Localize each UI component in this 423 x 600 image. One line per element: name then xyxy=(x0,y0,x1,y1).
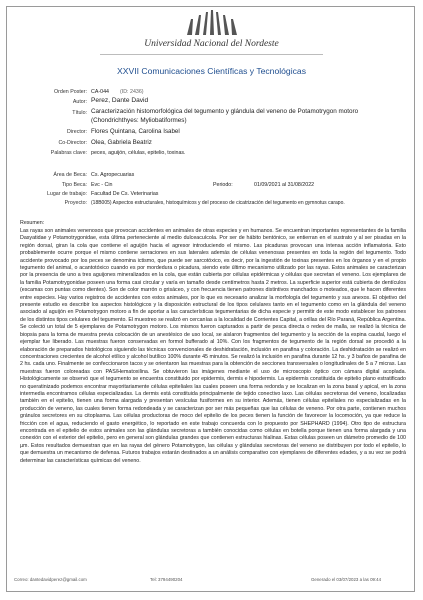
lugar-trabajo-value: Facultad De Cs. Veterinarias xyxy=(91,191,159,197)
footer-phone: Tel: 3794490204 xyxy=(150,577,183,582)
orden-poster-label: Orden Poster: xyxy=(54,89,87,95)
codirector-value: Olea, Gabriela Beatriz xyxy=(91,139,152,146)
director-value: Flores Quintana, Carolina Isabel xyxy=(91,128,180,135)
titulo-label: Título: xyxy=(72,110,87,116)
footer-email: Correo: dantedavidperez@gmail.com xyxy=(14,577,87,582)
lugar-trabajo-label: Lugar de trabajo: xyxy=(46,191,87,197)
orden-poster-id: (ID: 2436) xyxy=(120,89,144,95)
tipo-beca-value: Evc - Cin xyxy=(91,182,113,188)
area-beca-value: Cs. Agropecuarias xyxy=(91,172,135,178)
autor-label: Autor: xyxy=(72,99,87,105)
resumen-label: Resumen: xyxy=(20,220,45,226)
periodo-value: 01/09/2021 al 31/08/2022 xyxy=(254,182,315,188)
codirector-label: Co-Director: xyxy=(58,140,87,146)
university-name: Universidad Nacional del Nordeste xyxy=(144,39,279,49)
director-label: Director: xyxy=(66,129,87,135)
document-title: XXVII Comunicaciones Científicas y Tecnológicas xyxy=(117,66,306,76)
autor-value: Perez, Dante David xyxy=(91,97,149,104)
titulo-line-1: Caracterización histomorfológica del tegumento y glándula del veneno de Potamotrygon motoro xyxy=(91,108,359,115)
abstract-text: Las rayas son animales venenosos que provocan accidentes en animales de otras especies y en humanos. Se encuentran importantes representantes de la familia Dasyatidae y Potamotrygonidae, esta última perteneciente al medio dulceacuícola. Por ser de hábito bentónico, se entierran en el sustrato y al ser pisadas en la región dorsal, giran la cola que contiene el aguijón hacia el agresor introduciendo el mismo. Las picaduras provocan una intensa acción inflamatoria. Esto probablemente ocurre porque el mismo contiene serraciones en sus laterales además de células venenosas presentes en toda la región del tegumento. Todo accidente provocado por los peces se denomina ictismo, que puede ser sarcotóxico, es decir, por la ingestión de toxinas presentes en los órganos y en el propio tegumento del animal, o acantotóxico cuando es por mordedura o picadura, siendo este último mecanismo utilizado por las rayas. Estos animales se caracterizan por la presencia de uno a tres aguijones mineralizados en la cola, que están cubierta por células epidérmicas y células que secretan el veneno. Los ejemplares de la familia Potamotrygonidae poseen una forma casi circular y varía en tamaño desde centímetros hasta 2 metros. La superficie superior está cubierta de dentículos (escamas con puntas como dientes). Son de color marrón o grisáceo, y con frecuencia tienen patrones distintivos manchados o moteados, que le hacen diferentes entre especies. Hay varios registros de accidentes con estos animales, por lo que es necesario analizar la morfología del tegumento y sus anexos. El objetivo del presente estudio es describir los aspectos histológicos y la disposición estructural de los tipos celulares tanto en el tegumento como en la glándula del veneno asociado al aguijón en Potamotrygon motoro a fin de aportar a las características tegumentarias de dicha especie y permitir de este modo establecer los patrones de los distintos tipos celulares del tegumento. El muestreo se realizó en cercanías a la localidad de Corrientes Capital, a orillas del Río Paraná, República Argentina. Se colectó un total de 5 ejemplares de Potamotrygon motoro. Los mismos fueron capturados a partir de pesca directa o redes de malla, se realizó la técnica de biopsia para la toma de muestra previa colocación de un anestésico de uso local, se aislaron fragmentos del tegumento y la sección de la espina caudal, luego el ejemplar fue liberado. Las muestras fueron conservadas en formol bufferado al 10%. Con los fragmentos de tegumento de la región dorsal se procedió a la elaboración de preparados histológicos siguiendo las técnicas convencionales de deshidratación, inclusión en parafina y coloración. La deshidratación se realizó en concentraciones crecientes de alcohol etílico y alcohol butílico 100% durante 45 minutos. Se realizó la inclusión en parafina durante 12 hs. y 3 baños de parafina de 2 hs. cada uno. Finalmente se confeccionaron tacos y se orientaron las muestras para la obtención de secciones transversales o longitudinales de 5 a 7 micras. Las muestras fueron coloreadas con PAS/Hematoxilina. Se obtuvieron las imágenes mediante el uso de microscopio óptico con cámara digital acoplada. Histológicamente se observó que el tegumento se encuentra constituido por epidermis, dermis e hipodermis. La epidermis constituida de epitelio plano estratificado no queratinizado podemos encontrar mayoritariamente células epiteliales las cuales poseen una forma redonda y se localizan en la zona basal y apical, en la zona intermedia encontramos células especializadas. La dermis está constituida principalmente de tejido conectivo laxo. Las células secretoras del veneno, localizadas también en el epitelio, tienen una forma alargada y presentan vesículas fusiformes en su interior. Además, tienen células epiteliales no especializadas en la producción de veneno, las cuales tienen forma redondeada y se caracterizan por ser más pequeñas que las células de veneno. Por otra parte, contienen muchos gránulos secretores en su citoplasma. Las células productoras de moco del epitelio de los peces tienen la función de favorecer la locomoción, ya que reduce la fricción con el agua, reduciendo el gasto energético, lo reportado en este trabajo concuerda con lo propuesto por SHEPHARD (1994). Otro tipo de estructura encontrada en el epitelio de estos animales son las glándulas secretoras a también conocidas como células en botella porque tienen una forma alargada y una conexión con el exterior del epitelio, pero en general son glándulas grandes que contienen estructuras hialinas. Estas células poseen un diámetro promedio de 100 µm. Estos resultados demuestran que en las rayas del género Potamotrygon, las células y glándulas secretoras del veneno se distribuyen por todo el epitelio, lo que demuestra un mecanismo de defensa. Futuros trabajos estarán destinados a un análisis comparativo con ejemplares de diferentes edades, y a su vez se podrá determinar las características químicas del veneno. xyxy=(20,228,406,464)
titulo-line-2: (Chondrichthyes: Myliobatiformes) xyxy=(91,117,187,124)
proyecto-label: Proyecto: xyxy=(64,200,87,206)
periodo-label: Periodo: xyxy=(213,182,233,188)
proyecto-value: (18B005) Aspectos estructurales, histoquímicos y del proceso de cicatrización del tegumento en gymnotus carapo. xyxy=(91,200,345,206)
palabras-clave-label: Palabras clave: xyxy=(50,150,87,156)
orden-poster-value: CA-044 xyxy=(91,89,109,95)
header-divider xyxy=(100,54,323,55)
area-beca-label: Área de Beca: xyxy=(53,172,87,178)
footer-generated: Generado el 03/07/2023 a las 09:44 xyxy=(311,577,382,582)
university-logo-icon xyxy=(181,10,243,36)
tipo-beca-label: Tipo Beca: xyxy=(61,182,87,188)
palabras-clave-value: peces, aguijón, células, epitelio, toxinas. xyxy=(91,150,186,156)
